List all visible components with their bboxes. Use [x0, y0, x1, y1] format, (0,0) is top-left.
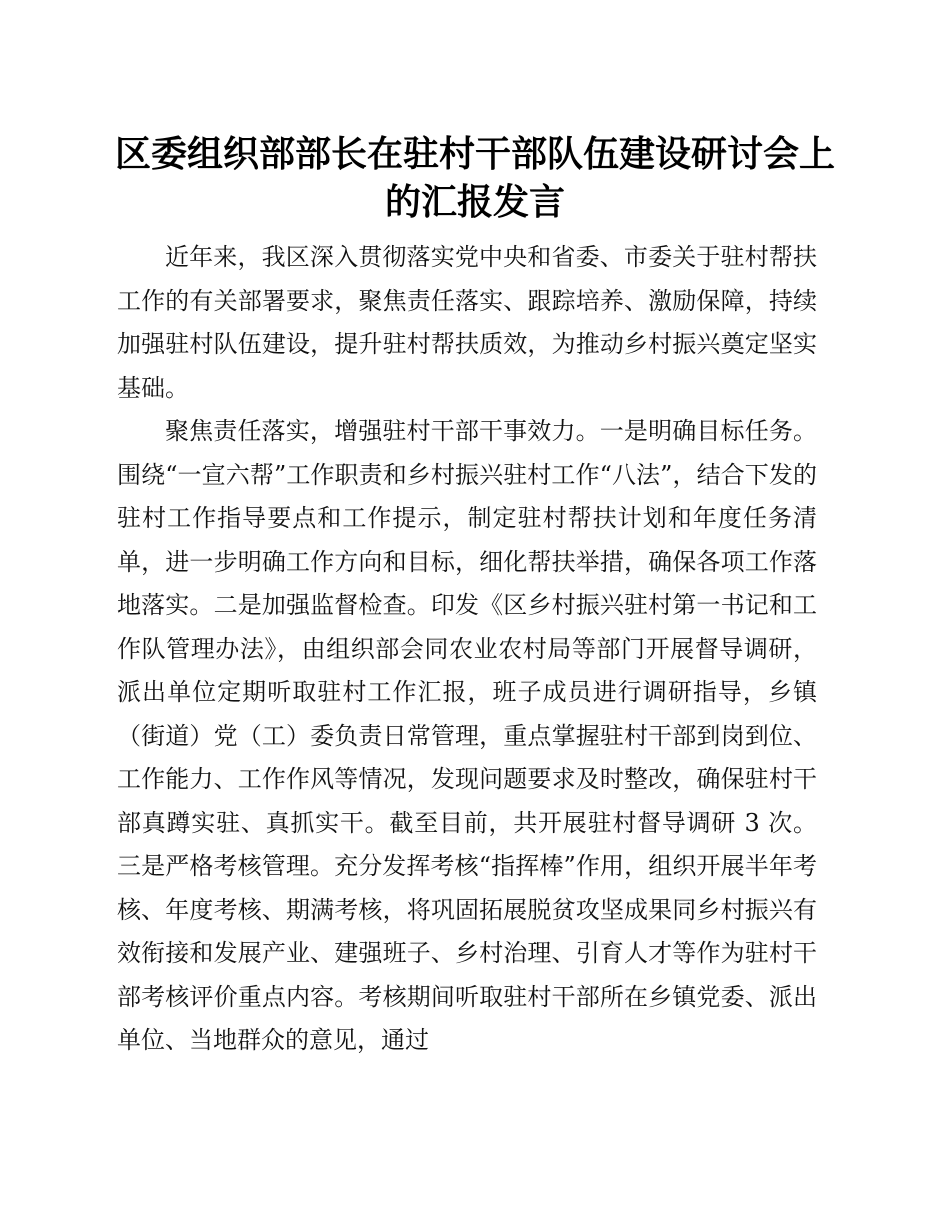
- document-title: 区委组织部部长在驻村干部队伍建设研讨会上的汇报发言: [114, 133, 835, 223]
- document-body: [117, 236, 817, 1063]
- paragraph-responsibility: 聚焦责任落实，增强驻村干部干事效力。一是明确目标任务。围绕“一宣六帮”工作职责和乡村振兴驻村工作“八法”，结合下发的驻村工作指导要点和工作提示，制定驻村帮扶计划和年度任务清单，进一步明确工作方向和目标，细化帮扶举措，确保各项工作落地落实。二是加强监督检查。印发《区乡村振兴驻村第一书记和工作队管理办法》，由组织部会同农业农村局等部门开展督导调研，派出单位定期听取驻村工作汇报，班子成员进行调研指导，乡镇（街道）党（工）委负责日常管理，重点掌握驻村干部到岗到位、工作能力、工作作风等情况，发现问题要求及时整改，确保驻村干部真蹲实驻、真抓实干。截至目前，共开展驻村督导调研 3 次。三是严格考核管理。充分发挥考核“指挥棒”作用，组织开展半年考核、年度考核、期满考核，将巩固拓展脱贫攻坚成果同乡村振兴有效衔接和发展产业、建强班子、乡村治理、引育人才等作为驻村干部考核评价重点内容。考核期间听取驻村干部所在乡镇党委、派出单位、当地群众的意见，通过: [117, 417, 817, 1054]
- paragraph-intro: 近年来，我区深入贯彻落实党中央和省委、市委关于驻村帮扶工作的有关部署要求，聚焦责任落实、跟踪培养、激励保障，持续加强驻村队伍建设，提升驻村帮扶质效，为推动乡村振兴奠定坚实基础。: [117, 243, 817, 402]
